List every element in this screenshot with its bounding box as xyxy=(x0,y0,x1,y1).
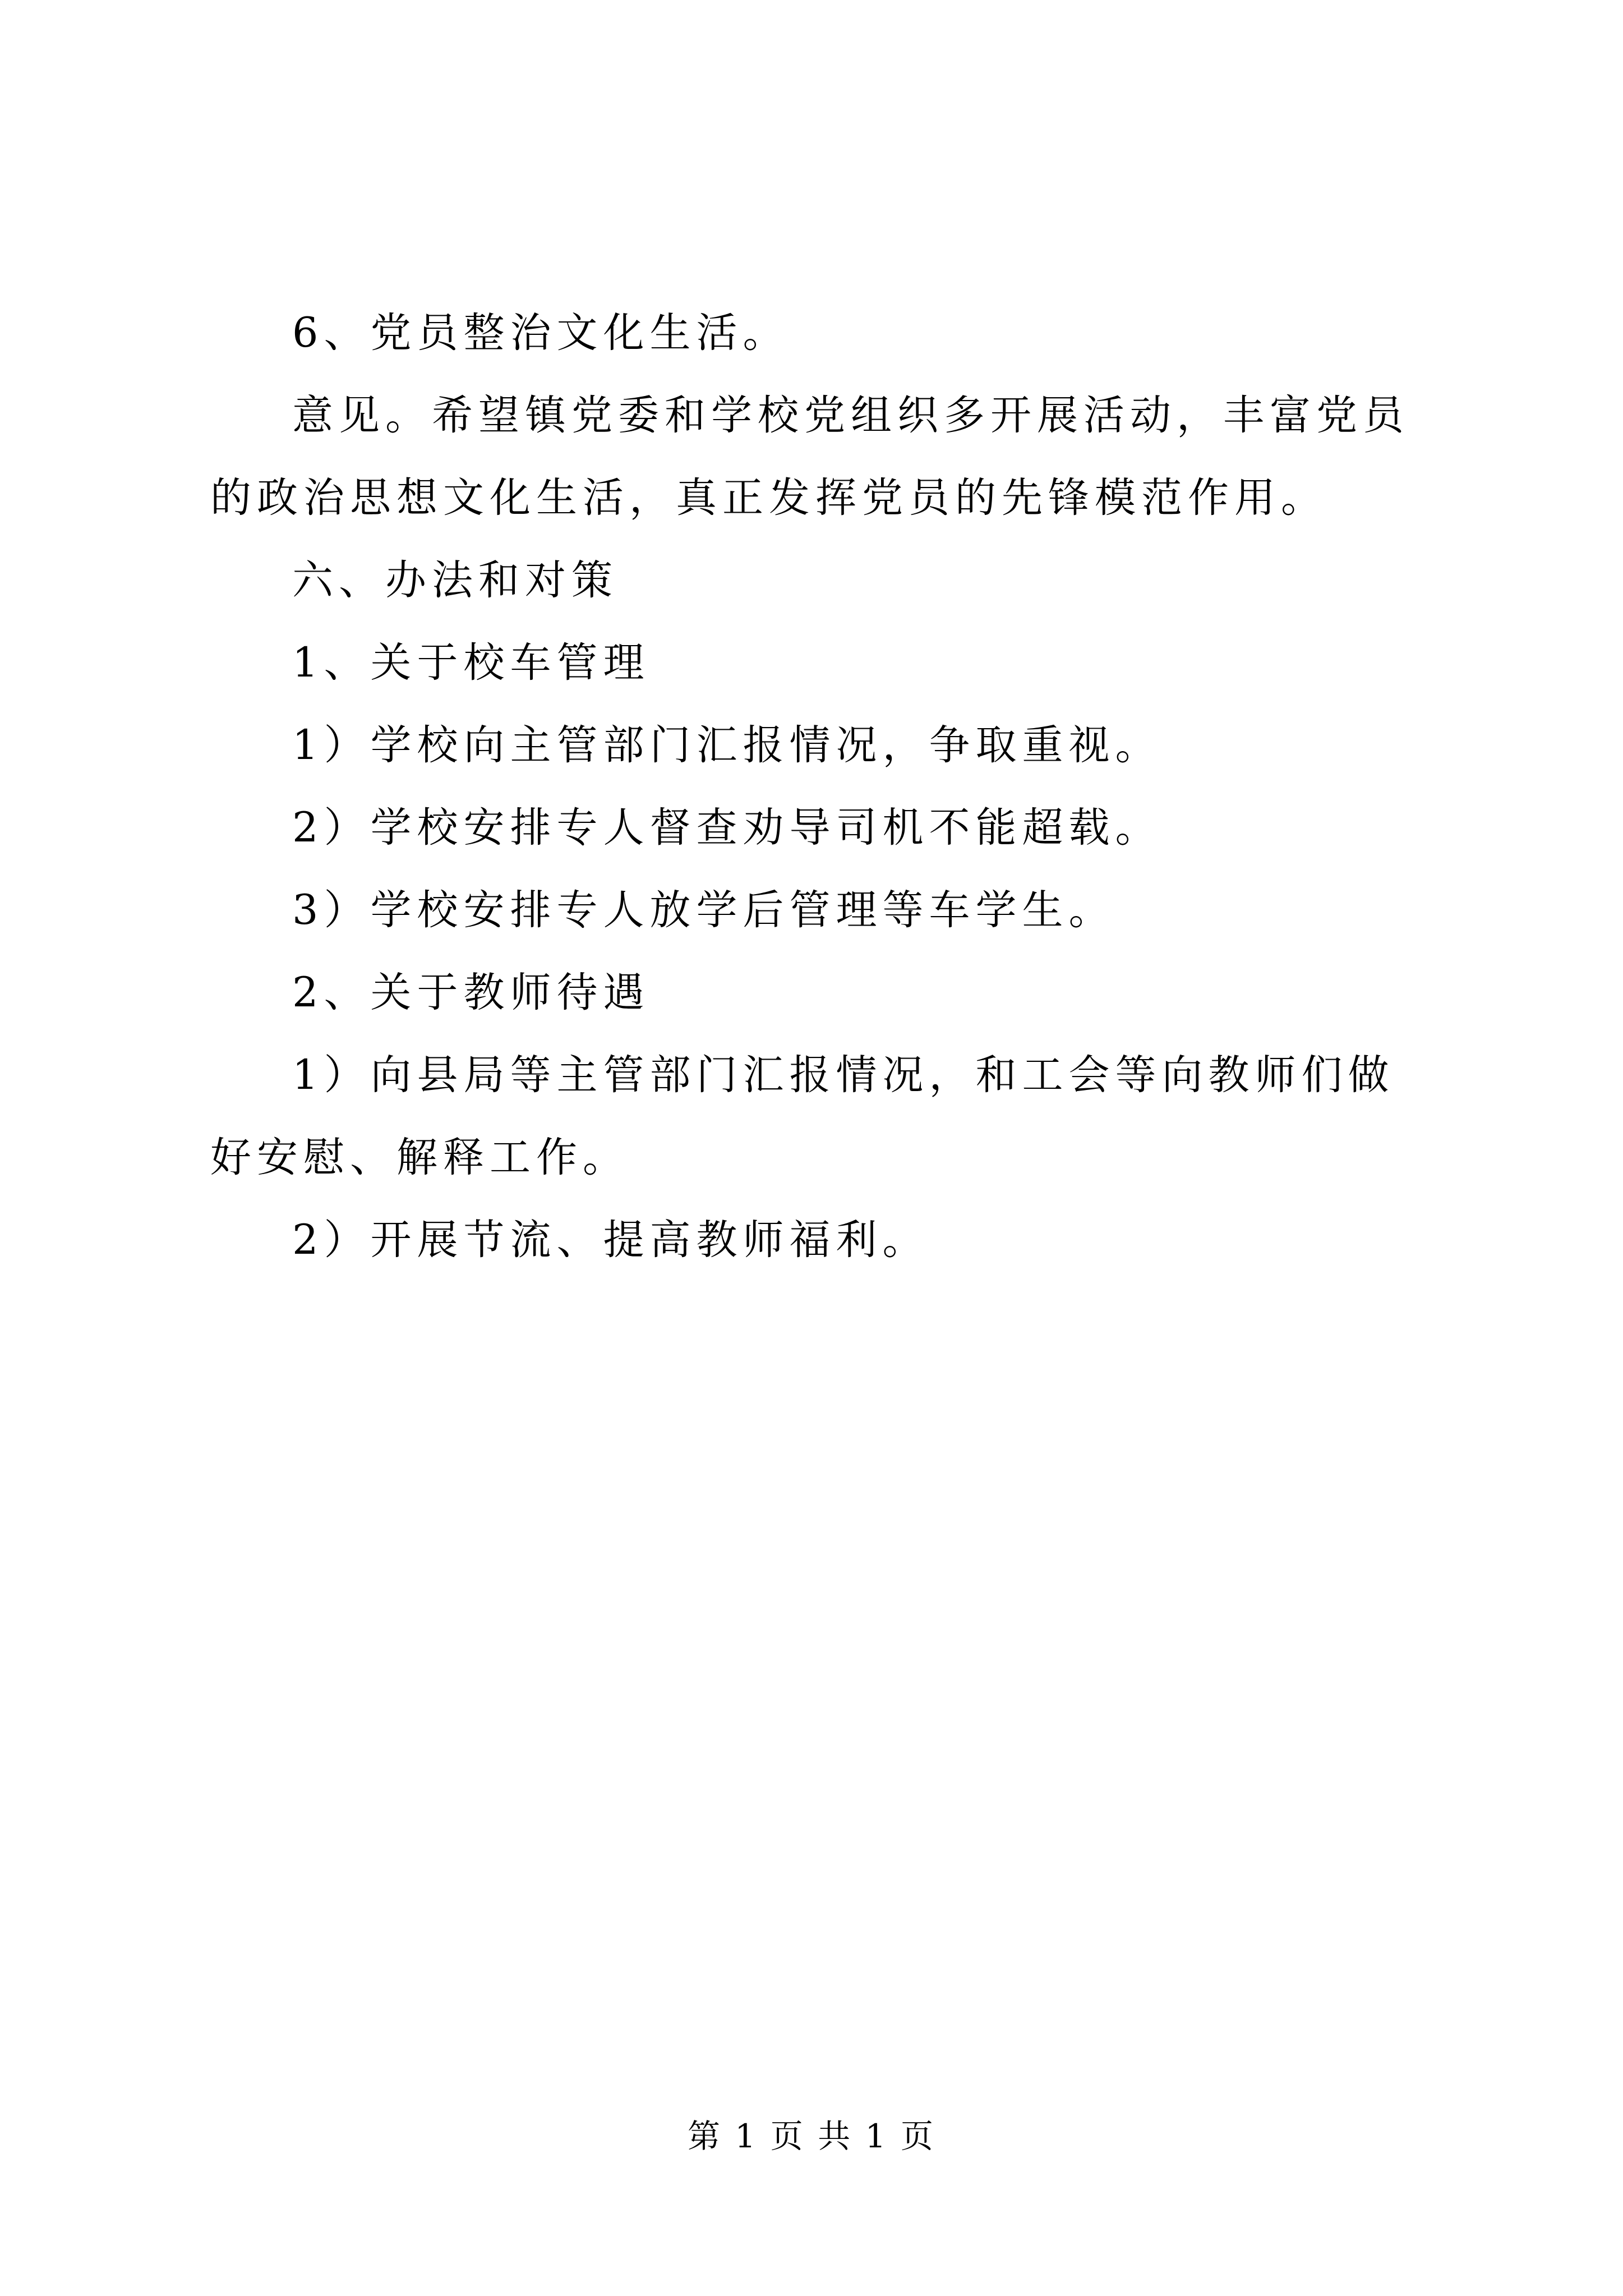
list-item-bus-3: 3）学校安排专人放学后管理等车学生。 xyxy=(292,886,1115,934)
list-item-teacher-1: 1）向县局等主管部门汇报情况，和工会等向教师们做好安慰、解释工作。 xyxy=(210,1051,1395,1181)
subheading-school-bus: 1、关于校车管理 xyxy=(292,639,650,687)
list-item-bus-1: 1）学校向主管部门汇报情况，争取重视。 xyxy=(292,721,1162,769)
page-number-footer: 第 1 页 共 1 页 xyxy=(688,2117,935,2155)
list-item-bus-2: 2）学校安排专人督查劝导司机不能超载。 xyxy=(292,804,1162,852)
section-heading-measures: 六、办法和对策 xyxy=(292,556,618,604)
document-body xyxy=(210,292,1422,1281)
paragraph-party-life: 6、党员整治文化生活。 xyxy=(292,309,790,357)
paragraph-opinion: 意见。希望镇党委和学校党组织多开展活动，丰富党员的政治思想文化生活，真正发挥党员的先锋模范作用。 xyxy=(210,392,1409,522)
list-item-teacher-2: 2）开展节流、提高教师福利。 xyxy=(292,1216,929,1264)
subheading-teacher-treatment: 2、关于教师待遇 xyxy=(292,969,650,1016)
